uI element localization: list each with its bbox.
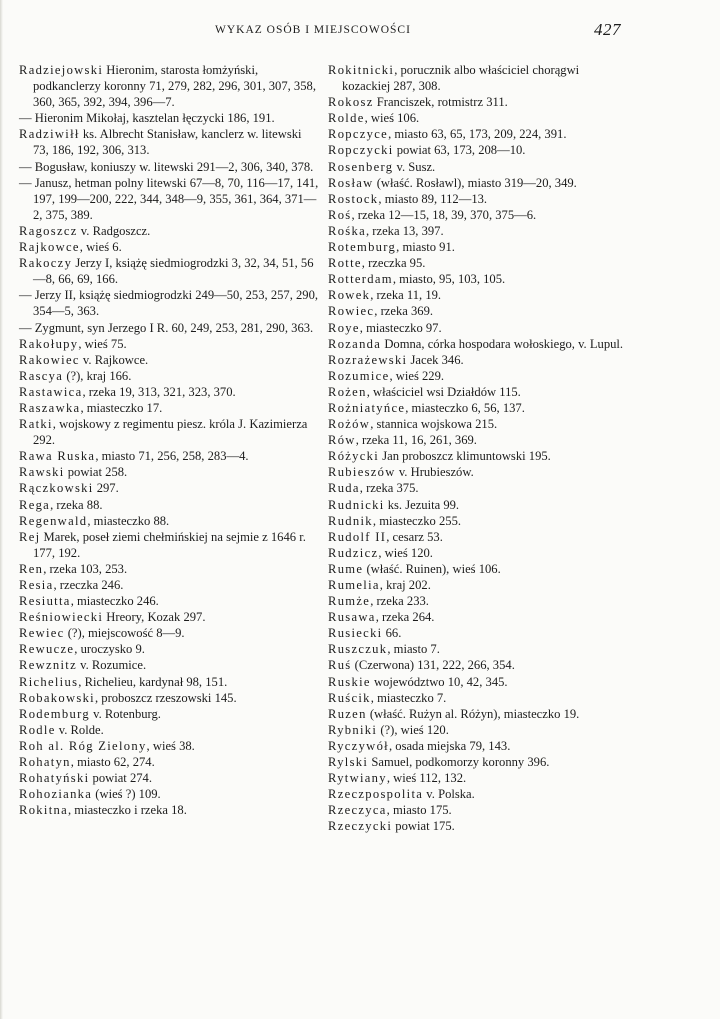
entry-text: , wieś 229.: [389, 368, 445, 383]
entry-headword: Rokitna: [19, 803, 68, 818]
index-entry: [328, 786, 628, 802]
entry-text: , wieś 120.: [378, 545, 433, 560]
index-entry: [19, 368, 319, 384]
index-entry: [19, 480, 319, 496]
index-entry: [19, 255, 319, 287]
entry-headword: Resia: [19, 578, 54, 592]
index-entry: [328, 674, 628, 690]
entry-headword: Rakoczy: [19, 256, 73, 271]
entry-text: (właść. Ruinen), wieś 106.: [363, 561, 501, 576]
index-entry: [328, 625, 628, 641]
entry-text: , miasto 71, 256, 258, 283—4.: [95, 449, 249, 464]
index-entry: [19, 400, 319, 416]
entry-text: , Richelieu, kardynał 98, 151.: [78, 674, 228, 689]
index-entry: [19, 175, 319, 223]
entry-headword: Rostock: [328, 191, 379, 206]
entry-headword: Rośka: [328, 223, 366, 238]
index-entry: [19, 674, 319, 690]
entry-text: , wieś 75.: [78, 336, 127, 351]
entry-text: , osada miejska 79, 143.: [388, 738, 511, 753]
index-entry: [19, 62, 319, 110]
index-entry: [19, 609, 319, 625]
index-entry: [19, 722, 319, 738]
entry-headword: Ryczywół: [328, 738, 389, 753]
index-entry: [19, 657, 319, 673]
entry-headword: Radziwiłł: [19, 127, 80, 142]
entry-headword: Rzeczpospolita: [328, 787, 424, 802]
entry-headword: Rozrażewski: [328, 352, 408, 367]
index-entry: [19, 336, 319, 352]
entry-text: , miasteczko 88.: [87, 513, 170, 528]
entry-headword: Rączkowski: [19, 481, 94, 496]
entry-text: (?), wieś 120.: [377, 722, 449, 737]
entry-text: v. Susz.: [393, 159, 436, 174]
entry-headword: Ratki: [19, 417, 53, 432]
entry-headword: Rudzicz: [328, 545, 379, 560]
entry-headword: Rozanda: [328, 336, 382, 351]
entry-headword: Ruzen: [328, 706, 367, 721]
entry-text: , rzeka 12—15, 18, 39, 370, 375—6.: [351, 207, 537, 222]
entry-headword: Rohozianka: [19, 787, 93, 802]
entry-headword: Roś: [328, 207, 352, 222]
index-entry: [19, 126, 319, 158]
index-entry: [328, 175, 628, 191]
index-entry: [328, 448, 628, 464]
entry-headword: Rosenberg: [328, 159, 394, 174]
entry-text: Domna, córka hospodara wołoskiego, v. Lupul.: [381, 336, 624, 351]
entry-text: (?), kraj 166.: [63, 368, 132, 383]
entry-headword: Rudnicki: [328, 497, 385, 512]
entry-text: — Zygmunt, syn Jerzego I R. 60, 249, 253, 281, 290, 363.: [19, 320, 314, 335]
entry-text: ks. Jezuita 99.: [384, 497, 460, 512]
entry-text: (wieś ?) 109.: [92, 787, 161, 802]
index-entry: [328, 255, 628, 271]
entry-headword: Rzeczyca: [328, 803, 387, 818]
entry-headword: Rożów: [328, 417, 371, 432]
entry-text: v. Rotenburg.: [89, 706, 161, 721]
entry-headword: Rewucze: [19, 642, 75, 657]
entry-text: 66.: [382, 626, 402, 641]
entry-text: Samuel, podkomorzy koronny 396.: [368, 755, 550, 770]
entry-text: (właść. Rużyn al. Różyn), miasteczko 19.: [366, 706, 580, 721]
entry-text: Hreory, Kozak 297.: [103, 610, 206, 625]
entry-text: , miasteczko 17.: [80, 400, 163, 415]
index-entry: [19, 786, 319, 802]
entry-headword: Rokitnicki: [328, 63, 395, 77]
entry-headword: Rozumice: [328, 368, 390, 383]
index-entry: [328, 754, 628, 770]
entry-text: v. Rajkowce.: [79, 352, 149, 367]
entry-headword: Rów: [328, 433, 356, 448]
entry-headword: Rytwiany: [328, 771, 387, 786]
index-entry: [328, 657, 628, 673]
entry-headword: Rubieszów: [328, 465, 396, 480]
entry-text: , miasto 91.: [396, 240, 455, 255]
entry-text: Jan proboszcz klimuntowski 195.: [379, 449, 551, 464]
index-entry: [19, 802, 319, 818]
index-entry: [19, 690, 319, 706]
index-entry: [19, 577, 319, 593]
entry-text: , miasteczko 255.: [372, 513, 462, 528]
index-entry: [328, 303, 628, 319]
index-entry: [19, 529, 319, 561]
entry-text: , rzeka 11, 19.: [370, 288, 442, 303]
entry-text: v. Rolde.: [55, 722, 104, 737]
index-entry: [328, 738, 628, 754]
entry-text: (Czerwona) 131, 222, 266, 354.: [351, 658, 515, 673]
entry-text: powiat 175.: [392, 819, 455, 834]
running-title: WYKAZ OSÓB I MIEJSCOWOŚCI: [215, 24, 411, 36]
index-entry: [19, 320, 319, 336]
entry-headword: Rodemburg: [19, 706, 90, 721]
entry-text: , rzeka 103, 253.: [43, 561, 128, 576]
entry-headword: Rożniatyńce: [328, 400, 406, 415]
entry-text: , miasteczko i rzeka 18.: [67, 803, 187, 818]
entry-text: v. Rozumice.: [76, 658, 147, 673]
index-entry: [328, 94, 628, 110]
entry-headword: Rotterdam: [328, 272, 393, 287]
entry-headword: Rewznitz: [19, 658, 77, 673]
entry-text: , porucznik albo właściciel chorągwi kozackiej 287, 308.: [342, 63, 580, 94]
index-entry: [19, 641, 319, 657]
entry-headword: Rusiecki: [328, 626, 383, 641]
entry-headword: Rohatyn: [19, 755, 71, 770]
index-entry: [328, 142, 628, 158]
entry-headword: Rawski: [19, 465, 65, 480]
entry-text: (właść. Rosławl), miasto 319—20, 349.: [373, 175, 577, 190]
entry-headword: Ropczyce: [328, 127, 389, 142]
entry-text: , miasteczko 7.: [370, 690, 447, 705]
entry-headword: Regenwald: [19, 513, 88, 528]
entry-text: , wieś 112, 132.: [386, 771, 467, 786]
entry-text: , rzeka 13, 397.: [365, 223, 444, 238]
index-entry: [19, 738, 319, 754]
entry-text: , rzeka 88.: [50, 497, 103, 512]
entry-text: , miasto 7.: [387, 642, 440, 657]
entry-headword: Reśniowiecki: [19, 610, 104, 625]
entry-headword: Ruścik: [328, 690, 371, 705]
entry-text: , wieś 38.: [146, 738, 195, 753]
index-entry: [328, 207, 628, 223]
entry-text: v. Polska.: [423, 787, 475, 802]
entry-text: , rzeczka 95.: [361, 256, 426, 271]
index-entry: [19, 625, 319, 641]
entry-headword: Rudnik: [328, 513, 373, 528]
entry-text: — Janusz, hetman polny litewski 67—8, 70, 116—17, 141, 197, 199—200, 222, 344, 348—9, 355, 361, 364, 371—2, 375, 389.: [19, 175, 319, 222]
entry-text: , rzeka 369.: [374, 304, 434, 319]
entry-text: Jerzy I, książę siedmiogrodzki 3, 32, 34, 51, 56—8, 66, 69, 166.: [33, 256, 314, 287]
entry-text: , miasto, 95, 103, 105.: [392, 272, 506, 287]
index-column-left: [19, 62, 319, 818]
entry-headword: Rume: [328, 561, 364, 576]
index-entry: [328, 400, 628, 416]
entry-headword: Rożen: [328, 384, 367, 399]
index-entry: [328, 770, 628, 786]
entry-text: , miasto 63, 65, 173, 209, 224, 391.: [388, 127, 567, 142]
entry-text: ks. Albrecht Stanisław, kanclerz w. litewski 73, 186, 192, 306, 313.: [33, 127, 302, 158]
index-entry: [328, 802, 628, 818]
entry-text: , uroczysko 9.: [74, 642, 145, 657]
index-entry: [328, 706, 628, 722]
entry-headword: Rajkowce: [19, 240, 80, 255]
entry-headword: Rumże: [328, 594, 371, 609]
entry-text: , miasto 89, 112—13.: [378, 191, 488, 206]
index-entry: [328, 432, 628, 448]
entry-headword: Rudolf II: [328, 529, 387, 544]
entry-text: , rzeczka 246.: [53, 578, 124, 592]
entry-headword: Rakowiec: [19, 352, 80, 367]
entry-headword: Różycki: [328, 449, 380, 464]
entry-headword: Ruskie: [328, 674, 371, 689]
index-entry: [328, 480, 628, 496]
index-entry: [328, 464, 628, 480]
entry-text: , stannica wojskowa 215.: [370, 417, 498, 432]
entry-headword: Rotemburg: [328, 240, 397, 255]
index-entry: [328, 239, 628, 255]
index-entry: [328, 641, 628, 657]
index-entry: [19, 416, 319, 448]
entry-text: — Hieronim Mikołaj, kasztelan łęczycki 186, 191.: [19, 111, 275, 126]
index-entry: [328, 722, 628, 738]
entry-text: , miasteczko 6, 56, 137.: [405, 400, 525, 415]
index-entry: [328, 513, 628, 529]
index-entry: [19, 464, 319, 480]
entry-headword: Rylski: [328, 755, 369, 770]
entry-text: , rzeka 233.: [370, 594, 429, 609]
index-entry: [328, 577, 628, 593]
entry-text: , miasteczko 97.: [359, 320, 442, 335]
entry-headword: Rega: [19, 497, 51, 512]
index-entry: [19, 223, 319, 239]
index-entry: [19, 239, 319, 255]
entry-headword: Ruda: [328, 481, 360, 496]
entry-headword: Rzeczycki: [328, 819, 393, 834]
entry-headword: Rastawica: [19, 384, 83, 399]
index-entry: [328, 529, 628, 545]
entry-text: , kraj 202.: [379, 578, 431, 592]
index-entry: [328, 497, 628, 513]
index-entry: [19, 384, 319, 400]
index-entry: [328, 561, 628, 577]
entry-headword: Roye: [328, 320, 360, 335]
index-entry: [19, 561, 319, 577]
entry-headword: Rolde: [328, 111, 365, 126]
entry-text: Jacek 346.: [407, 352, 464, 367]
index-entry: [328, 609, 628, 625]
entry-headword: Rusawa: [328, 610, 376, 625]
entry-text: — Bogusław, koniuszy w. litewski 291—2, 306, 340, 378.: [19, 159, 314, 174]
entry-text: , wieś 106.: [364, 111, 420, 126]
entry-text: województwo 10, 42, 345.: [370, 674, 508, 689]
index-entry: [19, 593, 319, 609]
index-entry: [328, 690, 628, 706]
index-entry: [19, 110, 319, 126]
entry-headword: Resiutta: [19, 594, 71, 609]
entry-text: — Jerzy II, książę siedmiogrodzki 249—50, 253, 257, 290, 354—5, 363.: [19, 288, 319, 319]
entry-headword: Rohatyński: [19, 771, 90, 786]
entry-text: , właściciel wsi Działdów 115.: [366, 384, 521, 399]
index-entry: [328, 593, 628, 609]
entry-headword: Ruś: [328, 658, 352, 673]
entry-text: powiat 274.: [89, 771, 152, 786]
entry-text: , miasto 175.: [386, 803, 452, 818]
index-entry: [328, 159, 628, 175]
index-entry: [328, 271, 628, 287]
index-entry: [19, 754, 319, 770]
entry-headword: Richelius: [19, 674, 79, 689]
entry-text: , miasteczko 246.: [70, 594, 159, 609]
index-entry: [328, 287, 628, 303]
index-entry: [328, 384, 628, 400]
entry-headword: Ragoszcz: [19, 223, 78, 238]
entry-text: , cesarz 53.: [386, 529, 443, 544]
entry-text: powiat 63, 173, 208—10.: [393, 143, 526, 158]
index-entry: [19, 352, 319, 368]
index-entry: [328, 191, 628, 207]
entry-text: , rzeka 19, 313, 321, 323, 370.: [82, 384, 236, 399]
entry-headword: Rokosz: [328, 95, 374, 110]
entry-headword: Rakołupy: [19, 336, 79, 351]
index-entry: [19, 706, 319, 722]
index-entry: [19, 448, 319, 464]
index-entry: [328, 126, 628, 142]
entry-text: v. Radgoszcz.: [77, 223, 151, 238]
index-entry: [19, 497, 319, 513]
entry-text: , proboszcz rzeszowski 145.: [94, 690, 237, 705]
page-number: 427: [594, 20, 621, 39]
index-entry: [328, 416, 628, 432]
entry-headword: Rumelia: [328, 578, 380, 592]
index-entry: [19, 159, 319, 175]
entry-headword: Ren: [19, 561, 44, 576]
entry-headword: Rowek: [328, 288, 371, 303]
entry-text: Hieronim, starosta łomżyński, podkanclerzy koronny 71, 279, 282, 296, 301, 307, 358, 360, 365, 392, 394, 396—7.: [33, 63, 316, 110]
entry-headword: Rej: [19, 529, 41, 544]
index-entry: [328, 818, 628, 834]
page-binding-edge: [0, 0, 3, 1019]
index-entry: [328, 110, 628, 126]
entry-headword: Rotte: [328, 256, 362, 271]
index-entry: [19, 770, 319, 786]
entry-text: powiat 258.: [64, 465, 128, 480]
entry-text: , miasto 62, 274.: [70, 755, 155, 770]
entry-headword: Rascya: [19, 368, 64, 383]
entry-headword: Rowiec: [328, 304, 375, 319]
index-entry: [19, 287, 319, 319]
index-entry: [328, 223, 628, 239]
entry-headword: Robakowski: [19, 690, 95, 705]
entry-headword: Rodle: [19, 722, 56, 737]
index-entry: [328, 368, 628, 384]
entry-headword: Raszawka: [19, 400, 81, 415]
entry-headword: Ruszczuk: [328, 642, 388, 657]
page-header: [0, 18, 720, 44]
entry-headword: Radziejowski: [19, 63, 104, 77]
entry-text: (?), miejscowość 8—9.: [64, 626, 185, 641]
entry-headword: Ropczycki: [328, 143, 394, 158]
entry-text: Franciszek, rotmistrz 311.: [373, 95, 508, 110]
index-column-right: [328, 62, 628, 835]
entry-text: 297.: [93, 481, 119, 496]
entry-headword: Rosław: [328, 175, 374, 190]
entry-text: , wieś 6.: [79, 240, 122, 255]
index-entry: [328, 545, 628, 561]
index-entry: [328, 62, 628, 94]
index-entry: [19, 513, 319, 529]
entry-headword: Roh al. Róg Zielony: [19, 738, 147, 753]
entry-headword: Rawa Ruska: [19, 449, 96, 464]
index-entry: [328, 320, 628, 336]
entry-text: v. Hrubieszów.: [395, 465, 474, 480]
entry-text: , rzeka 264.: [375, 610, 435, 625]
entry-text: , rzeka 375.: [359, 481, 419, 496]
entry-headword: Rewiec: [19, 626, 65, 641]
index-entry: [328, 336, 628, 352]
entry-text: Marek, poseł ziemi chełmińskiej na sejmie z 1646 r. 177, 192.: [33, 529, 306, 560]
index-entry: [328, 352, 628, 368]
entry-headword: Rybniki: [328, 722, 378, 737]
entry-text: , rzeka 11, 16, 261, 369.: [355, 433, 477, 448]
entry-text: , wojskowy z regimentu piesz. króla J. Kazimierza 292.: [33, 417, 308, 448]
